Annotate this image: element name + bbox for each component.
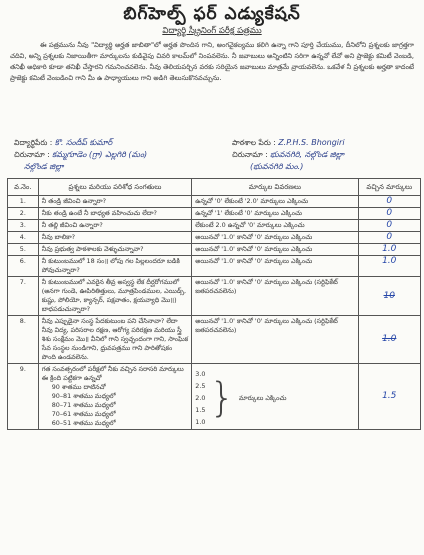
table-row: 7. నీ కుటుంబములో ఎవరైన తీవ్ర అస్వస్థ లేక దీర్ఘరోగములో (అనగా గుండె, ఊపిరితిత్తులు, మూత్రపిండముల, ఎయిడ్స్, కుష్టు, పోలియో, క్యాన్సర్, పక్షవాతం, క్షయవ్యాధి మొ॥) బాధపడుచున్నారా? అయినచో '1.0' కానిచో '0' మార్కులు ఎక్కించు (సర్టిఫికేట్ జతపరచవలెను) 10 [8, 277, 421, 316]
student-name-label: విద్యార్థిపేరు : [14, 138, 53, 147]
school-address-value: భువనగిరి, నల్గొండ జిల్లా [270, 150, 345, 159]
table-row: 6. నీ కుటుంబములో 18 సం॥ లోపు గల పిల్లలందరూ బడికి పోవుచున్నారా? అయినచో '1.0' కానిచో '0' మార్కులు ఎక్కించు 1.0 [8, 256, 421, 277]
table-row: 8. నీవు ఎప్పుడైనా సంస్థ పేదకుటుంబ పని చేసినావా? లేదా నీవు విద్య, పరిసరాల రక్షణ, ఆరోగ్య పరిరక్షణ మరియు స్త్రీ శిశు సంక్షేమం మొ॥ వీనిలో గాని స్వచ్ఛందంగా గాని, సాంఘిక సేవ సంస్థల నుండిగాని, ధ్రువపత్రము గాని పారితోషకం పొంది ఉండవలెను. అయినచో '1.0' కానిచో '0' మార్కులు ఎక్కించు (సర్టిఫికేట్ జతపరచవలెను) 1.0 [8, 316, 421, 364]
form-title: బిగ్‌హెల్ప్ ఫర్ ఎడ్యుకేషన్ [123, 4, 301, 24]
student-name-field[interactable] [14, 138, 112, 149]
marks-value[interactable]: 1.0 [382, 256, 397, 266]
marks-value[interactable]: 1.0 [382, 334, 397, 344]
school-address-label: చిరునామా : [232, 150, 268, 159]
header-question: ప్రశ్నలు మరియు పరిశోధ సంగతులు [38, 179, 192, 196]
table-header-row [8, 179, 421, 196]
marks-value[interactable]: 1.5 [382, 391, 397, 401]
student-address-value: కమ్మగూడెం (గ్రా) ఎల్లగిరి (మం) [52, 150, 148, 159]
q9-bands: 90 శాతము దాటినచో 90–81 శాతము మధ్యలో 80–71 శాతము మధ్యలో 70–61 శాతము మధ్యలో 60–51 శాతము మధ్యలో [51, 383, 116, 427]
school-name-field[interactable] [232, 138, 345, 149]
marks-value[interactable]: 0 [386, 220, 393, 230]
header-serial: వ.నెం. [8, 179, 39, 196]
marks-value[interactable]: 10 [383, 290, 395, 301]
student-address-field[interactable] [14, 150, 147, 161]
brace-icon: } [209, 375, 235, 421]
table-row: 1. నీ తండ్రి జీవించి ఉన్నారా? ఉన్నచో '0' లేకుంటే '2.0' మార్కులు ఎక్కించు 0 [8, 196, 421, 208]
screening-table [7, 178, 421, 430]
school-name-label: పాఠశాల పేరు : [232, 138, 276, 147]
table-row: 5. నీవు ప్రభుత్వ పాఠశాలకు వెళ్ళుచున్నావా? అయినచో '1.0' కానిచో '0' మార్కులు ఎక్కించు 1.0 [8, 244, 421, 256]
header-criteria: మార్కుల వివరణలు [192, 179, 358, 196]
instructions-paragraph: ఈ పత్రమును నీవు "విద్యార్థి అర్హత జాబితా"లో అర్హత పొందిన గాని, అంగవైకల్యము కలిగి ఉన్నా గాని పూర్తి చేయుము, దీనిలోని ప్రశ్నలకు జాగ్రత్తగా చదివి, అన్ని ప్రశ్నలకు నిజాయితీగా మార్కులను కుడివైపు చివరి కాలమ్‌లో నింపవలెను. నీ జవాబులు అన్నింటిని సరిగా ఉన్నవో లేవో అని ప్రాజెక్టు కమిటీ వెంబడి, తనిఖీ అధికారి కూడా తనిఖీ చేస్తారని గమనించవలెను. నీవు తెలియపర్చిన వరకు సరియైన జవాబులు మాత్రమే వ్రాయవలెను. ఒకవేళ నీ ప్రశ్నలకు అర్హతా కాదంటే ప్రాజెక్టు కమిటీ వెంబడించి గాని మీ ఉ పాధ్యాయులు గాని అడిగి తెలుసుకొనవచ్చును. [10, 41, 414, 82]
table-row: 2. నీకు తండ్రి ఉంటే నీ బాధ్యత వహించుచు లేదా? ఉన్నచో '1' లేకుంటే '0' మార్కులు ఎక్కించు 0 [8, 208, 421, 220]
table-row: 4. నీవు బాలికా? అయినచో '1.0' కానిచో '0' మార్కులు ఎక్కించు 0 [8, 232, 421, 244]
marks-value[interactable]: 0 [386, 232, 393, 242]
student-address-line2: నల్గొండ జిల్లా [24, 162, 64, 171]
marks-value[interactable]: 0 [386, 196, 393, 206]
student-name-value: కొ. సందీప్ కుమార్ [54, 138, 113, 147]
table-row: 3. నీ తల్లి జీవించి ఉన్నారా? లేకుంటే 2.0 ఉన్నచో '0' మార్కులు ఎక్కించు 0 [8, 220, 421, 232]
form-subtitle: విద్యార్థి స్క్రీనింగ్ పరీక్ష పత్రము [162, 26, 262, 36]
student-address-label: చిరునామా : [14, 150, 50, 159]
school-address-line2: (భువనగిరి మం.) [250, 162, 304, 171]
table-row: 9. గత సంవత్సరంలో పరీక్షలో నీకు వచ్చిన సరాసరి మార్కులు ఈ క్రింది పట్టికగా ఉన్నచో 90 శాతము దాటినచో 90–81 శాతము మధ్యలో 80–71 శాతము మధ్యలో 70–61 శాతము మధ్యలో 60–51 శాతము మధ్యలో 3.0 2.5 2.0 1.5 1.0 } మార్కులు ఎక్కించు 1.5 [8, 364, 421, 430]
q9-score-scale: 3.0 2.5 2.0 1.5 1.0 } మార్కులు ఎక్కించు [195, 370, 287, 426]
school-address-field[interactable] [232, 150, 344, 161]
school-name-value: Z.P.H.S. Bhongiri [278, 138, 345, 147]
marks-value[interactable]: 1.0 [382, 244, 397, 254]
marks-value[interactable]: 0 [386, 208, 393, 218]
header-marks: వచ్చిన మార్కులు [358, 179, 421, 196]
